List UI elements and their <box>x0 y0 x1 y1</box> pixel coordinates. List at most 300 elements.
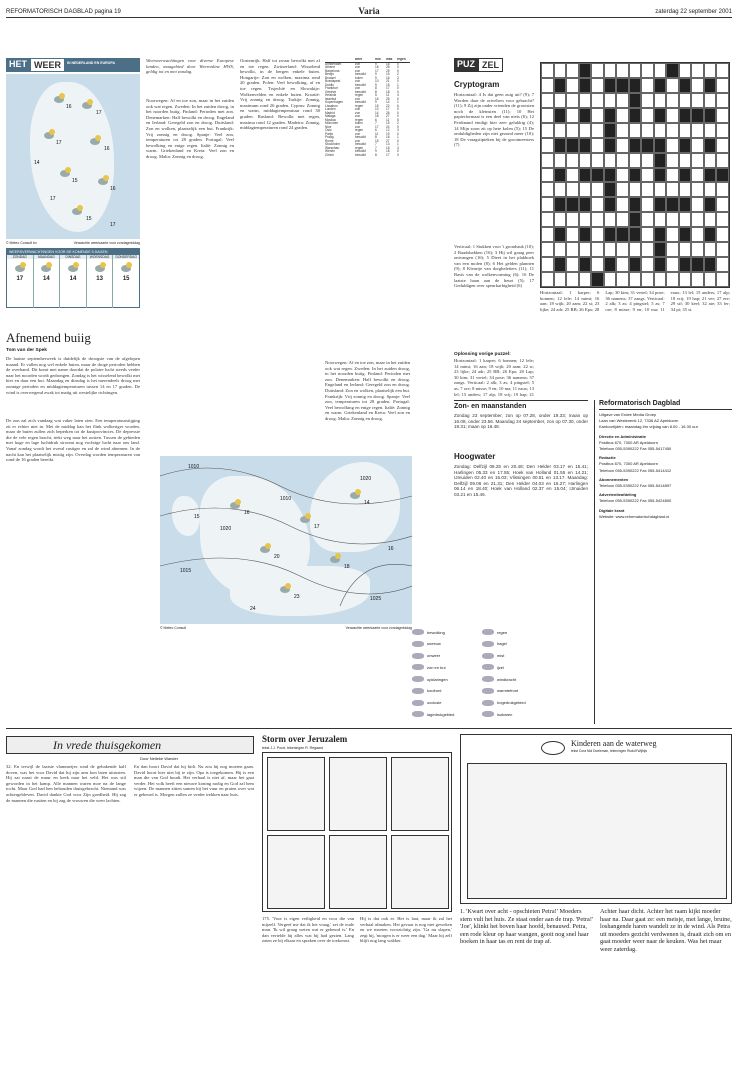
crossword-cell[interactable] <box>679 242 692 257</box>
crossword-cell[interactable] <box>654 123 667 138</box>
crossword-cell[interactable] <box>716 227 729 242</box>
crossword-cell[interactable] <box>541 168 554 183</box>
crossword-cell[interactable] <box>691 242 704 257</box>
legend-symbol-icon <box>482 711 494 717</box>
crossword-cell[interactable] <box>566 93 579 108</box>
crossword-cell[interactable] <box>629 272 642 287</box>
cloud-sun-icon <box>82 102 92 109</box>
crossword-cell[interactable] <box>616 63 629 78</box>
crossword-cell[interactable] <box>716 123 729 138</box>
crossword-cell[interactable] <box>679 182 692 197</box>
crossword-cell[interactable] <box>604 63 617 78</box>
crossword-cell[interactable] <box>566 138 579 153</box>
crossword-cell[interactable] <box>616 168 629 183</box>
crossword-cell[interactable] <box>616 138 629 153</box>
crossword-cell[interactable] <box>616 108 629 123</box>
crossword-cell[interactable] <box>591 123 604 138</box>
crossword-cell[interactable] <box>704 93 717 108</box>
crossword-cell[interactable] <box>541 108 554 123</box>
crossword-cell[interactable] <box>554 182 567 197</box>
colophon-line: Telefoon 055-5390222 Fax 055-5417450 <box>599 446 672 452</box>
crossword-cell[interactable] <box>716 63 729 78</box>
crossword-cell[interactable] <box>716 212 729 227</box>
crossword-cell[interactable] <box>616 93 629 108</box>
weather-body: De zon zal zich vandaag wat vaker laten zien. Een temperatuurstijging zit er echter niet in. Met de middag kan het flink wolkeriger worden, maar de buien zullen zich beperken tot de kustprovincies. De depressie die de vele regen bracht, trekt weg naar het oosten. Tussen de gebieden met hoge en lage luchtdruk stroomt nog vochtige lucht naar ons land. Vanaf zondag wordt het overal rustiger en zal de wind afnemen. In de nacht kan het plaatselijk mistig zijn. Overdag worden temperaturen van rond de 16 graden bereikt. <box>6 418 140 463</box>
legend-label: zon en bui <box>427 664 446 670</box>
table-cell: Zürich <box>325 152 334 157</box>
crossword-cell[interactable] <box>604 78 617 93</box>
crossword-cell[interactable] <box>554 78 567 93</box>
crossword-cell[interactable] <box>704 182 717 197</box>
table-cell: 17 <box>386 152 390 157</box>
crossword-cell[interactable] <box>554 197 567 212</box>
crossword-cell[interactable] <box>691 227 704 242</box>
crossword-cell[interactable] <box>691 153 704 168</box>
crossword-cell[interactable] <box>629 257 642 272</box>
crossword-cell[interactable] <box>616 227 629 242</box>
crossword-cell[interactable] <box>541 78 554 93</box>
crossword-grid <box>540 62 730 288</box>
crossword-cell[interactable] <box>679 168 692 183</box>
crossword-cell[interactable] <box>616 123 629 138</box>
crossword-cell[interactable] <box>641 138 654 153</box>
crossword-cell[interactable] <box>604 138 617 153</box>
crossword-cell[interactable] <box>566 78 579 93</box>
crossword-cell[interactable] <box>616 242 629 257</box>
crossword-cell[interactable] <box>679 257 692 272</box>
crossword-cell[interactable] <box>591 197 604 212</box>
outlook-day-temp: 14 <box>69 276 77 282</box>
europe-text-b: Oostenrijk: Half tot zwaar bewolkt met af en toe regen. Zwitserland: Wisselend bewolkt, in de bergen enkele buien. Hongarije: Zon en wolken, maxima rond 20 graden. Polen: Veel bewolking, af en toe regen. Trsjechië en Slowakije: Wolkenvelden en enkele buien. Kroatië: Vrij zonnig en droog. Turkije: Zonnig, maximum rond 26 graden. Cyprus: Zonnig en warm, middagtemperatuur rond 30 graden. Rusland: Bewolkt met regen, maxima rond 12 graden. Madeira: Zonnig, middagtemperaturen rond 24 graden. <box>240 58 320 131</box>
cloud-sun-icon <box>60 170 70 177</box>
crossword-cell[interactable] <box>654 182 667 197</box>
crossword-cell[interactable] <box>654 257 667 272</box>
crossword-cell[interactable] <box>679 272 692 287</box>
crossword-cell[interactable] <box>704 108 717 123</box>
crossword-cell[interactable] <box>691 63 704 78</box>
crossword-cell[interactable] <box>641 123 654 138</box>
crossword-cell[interactable] <box>666 78 679 93</box>
table-cell: zon <box>355 110 361 115</box>
crossword-cell[interactable] <box>629 242 642 257</box>
legend-label: onweer <box>427 653 441 658</box>
table-cell: 0 <box>397 79 399 83</box>
crossword-cell[interactable] <box>579 123 592 138</box>
crossword-cell[interactable] <box>641 272 654 287</box>
crossword-cell[interactable] <box>579 257 592 272</box>
colophon-line: Kantoortijden: maandag t/m vrijdag van 8.00 - 16.30 uur <box>599 424 698 430</box>
table-cell: 0 <box>397 96 399 101</box>
crossword-cell[interactable] <box>691 182 704 197</box>
comic-mid-caption-b: Hij is dat ook er. Het is laat, maar ik zal het verhaal afmaken. Het gevaar is nog niet geweken en we moeten voorzichtig zijn. 'Ga nu slapen,' zegt hij, 'morgen is er weer een dag.' Maar hij zelf blijft nog lang wakker. <box>360 916 452 944</box>
crossword-cell[interactable] <box>679 78 692 93</box>
crossword-cell[interactable] <box>554 227 567 242</box>
legend-item <box>412 663 482 671</box>
crossword-cell[interactable] <box>541 242 554 257</box>
crossword-cell[interactable] <box>591 63 604 78</box>
crossword-cell[interactable] <box>579 227 592 242</box>
pressure-label: 1010 <box>188 464 200 470</box>
table-cell: 8 <box>375 86 377 90</box>
crossword-cell[interactable] <box>704 197 717 212</box>
crossword-cell[interactable] <box>566 123 579 138</box>
crossword-cell[interactable] <box>554 168 567 183</box>
puzzle-vertical: Verticaal: 1 Stukken voor 't grondstuk (10); 2 Raadsbakken (16); 3 Hij wil graag peer ontvangen (16); 5 Dieet in het plakboek van een molen (8); 6 Het gelden plannen (9); 8 Kleurtje van dorgbeletters (11); 11 Basis van de wolkenvorming (6); 16 De laatste haan aan de beurt (5); 17 Geduldigen over speurkarbigheid (6) <box>454 244 534 289</box>
table-cell: bewolkt <box>355 89 366 94</box>
crossword-cell[interactable] <box>704 63 717 78</box>
crossword-cell[interactable] <box>679 123 692 138</box>
table-cell: 1 <box>397 142 399 146</box>
crossword-cell[interactable] <box>666 108 679 123</box>
crossword-cell[interactable] <box>716 153 729 168</box>
crossword-cell[interactable] <box>616 257 629 272</box>
crossword-cell[interactable] <box>629 108 642 123</box>
crossword-cell[interactable] <box>666 168 679 183</box>
crossword-cell[interactable] <box>604 257 617 272</box>
crossword-cell[interactable] <box>629 63 642 78</box>
comic-left-text-a: 32. En terwijl de laatste vlammetjes rond de gebakende kalf doven, was het voor David dat hij zijn arm kon laten uitrusten. Hij zat naast de muur en keek naar het veld. Het was stil geworden in het kamp. Alle mannen waren moe na de lange tocht. Maar God had hen behouden thuisgebracht. Niemand was achtergebleven. David dankte God voor Zijn goedheid. Hij zag de mannen die rustten en hij zag de vrouwen die weer lachten. <box>6 764 126 803</box>
table-cell: Madrid <box>325 110 335 115</box>
table-cell: bewolkt <box>355 72 366 76</box>
crossword-cell[interactable] <box>666 153 679 168</box>
crossword-cell[interactable] <box>704 272 717 287</box>
crossword-cell[interactable] <box>666 138 679 153</box>
crossword-cell[interactable] <box>716 197 729 212</box>
crossword-cell[interactable] <box>566 212 579 227</box>
crossword-cell[interactable] <box>629 78 642 93</box>
crossword-cell[interactable] <box>679 93 692 108</box>
crossword-cell[interactable] <box>716 242 729 257</box>
table-cell: zon <box>355 138 361 143</box>
crossword-cell[interactable] <box>641 168 654 183</box>
crossword-cell[interactable] <box>629 153 642 168</box>
cloud-sun-icon <box>330 556 340 563</box>
crossword-cell[interactable] <box>566 153 579 168</box>
table-cell: Istanbul <box>325 96 337 101</box>
map-temp: 17 <box>96 110 102 116</box>
crossword-cell[interactable] <box>666 272 679 287</box>
crossword-cell[interactable] <box>641 93 654 108</box>
crossword-cell[interactable] <box>579 168 592 183</box>
legend-symbol-icon <box>412 641 424 647</box>
crossword-cell[interactable] <box>654 242 667 257</box>
crossword-cell[interactable] <box>629 212 642 227</box>
crossword-cell[interactable] <box>591 242 604 257</box>
legend-symbol-icon <box>412 664 424 670</box>
crossword-cell[interactable] <box>554 93 567 108</box>
comic-left-text-b: En dan hoort David dat hij bidt. Nu zou hij nog moeten gaan. David hoort hier niet bij te zijn. Opa is toegekomen. Hij is een man die van God houdt. Het verhaal is niet af, maar het gaat verder. Het volk heeft een nieuwe koning nodig en God zal hem wijzen. De mannen zitten samen bij het vuur en praten over wat er gebeurd is. Morgen zullen ze verder trekken naar huis. <box>134 764 254 797</box>
crossword-cell[interactable] <box>691 78 704 93</box>
crossword-cell[interactable] <box>716 257 729 272</box>
crossword-cell[interactable] <box>604 93 617 108</box>
crossword-cell[interactable] <box>679 212 692 227</box>
crossword-cell[interactable] <box>666 242 679 257</box>
crossword-cell[interactable] <box>716 108 729 123</box>
cloud-sun-icon <box>54 96 64 103</box>
crossword-cell[interactable] <box>641 197 654 212</box>
crossword-cell[interactable] <box>541 153 554 168</box>
crossword-cell[interactable] <box>704 212 717 227</box>
col-header: min <box>375 58 381 61</box>
crossword-cell[interactable] <box>541 257 554 272</box>
crossword-cell[interactable] <box>604 182 617 197</box>
colophon-lines <box>599 412 732 520</box>
crossword-cell[interactable] <box>654 272 667 287</box>
crossword-cell[interactable] <box>716 78 729 93</box>
crossword-cell[interactable] <box>691 272 704 287</box>
crossword-cell[interactable] <box>541 182 554 197</box>
table-cell: Amsterdam <box>325 61 342 66</box>
crossword-cell[interactable] <box>616 153 629 168</box>
table-cell: bewolkt <box>355 82 366 87</box>
table-cell: 28 <box>386 65 390 69</box>
crossword-cell[interactable] <box>666 227 679 242</box>
crossword-cell[interactable] <box>629 123 642 138</box>
crossword-cell[interactable] <box>629 168 642 183</box>
crossword-cell[interactable] <box>691 168 704 183</box>
crossword-cell[interactable] <box>691 212 704 227</box>
crossword-cell[interactable] <box>654 93 667 108</box>
crossword-cell[interactable] <box>716 168 729 183</box>
table-cell: bewolkt <box>355 142 366 146</box>
crossword-cell[interactable] <box>554 108 567 123</box>
crossword-cell[interactable] <box>691 138 704 153</box>
crossword-cell[interactable] <box>704 153 717 168</box>
colophon-line: Postbus 670, 7300 AR Apeldoorn <box>599 461 658 467</box>
table-cell: 0 <box>397 61 399 66</box>
europe-temp: 23 <box>294 594 300 600</box>
crossword-cell[interactable] <box>554 153 567 168</box>
crossword-cell[interactable] <box>591 93 604 108</box>
crossword-cell[interactable] <box>591 227 604 242</box>
crossword-cell[interactable] <box>704 227 717 242</box>
table-cell: 14 <box>375 110 379 115</box>
pressure-label: 1020 <box>220 526 232 532</box>
crossword-cell[interactable] <box>604 242 617 257</box>
outlook-day-name: DONDERDAG <box>113 255 139 259</box>
crossword-cell[interactable] <box>616 182 629 197</box>
crossword-cell[interactable] <box>666 197 679 212</box>
comic-right-title: Kinderen aan de waterweg <box>571 739 657 748</box>
crossword-cell[interactable] <box>566 63 579 78</box>
crossword-cell[interactable] <box>554 242 567 257</box>
table-cell: Boedapest <box>325 79 341 83</box>
map-credit: © Meteo Consult bv <box>6 241 37 245</box>
crossword-cell[interactable] <box>566 272 579 287</box>
crossword-cell[interactable] <box>654 212 667 227</box>
crossword-cell[interactable] <box>591 272 604 287</box>
crossword-cell[interactable] <box>591 153 604 168</box>
crossword-cell[interactable] <box>554 257 567 272</box>
crossword-cell[interactable] <box>566 242 579 257</box>
outlook-day <box>113 255 139 308</box>
crossword-cell[interactable] <box>579 63 592 78</box>
comic-mid-caption: 175. 'Voor is eigen veiligheid en voor die van mijzelf. Vergeef me dat ik het vraag,' zei de oude man. 'Ik wil graag weten wat er gebeurd is.' En dan vertelde hij alles wat hij had gezien. Lang zaten ze bij elkaar en spraken over de toekomst. <box>262 916 354 944</box>
crossword-cell[interactable] <box>691 108 704 123</box>
crossword-cell[interactable] <box>704 257 717 272</box>
crossword-cell[interactable] <box>579 153 592 168</box>
crossword-cell[interactable] <box>579 108 592 123</box>
crossword-cell[interactable] <box>704 123 717 138</box>
crossword-cell[interactable] <box>716 138 729 153</box>
crossword-cell[interactable] <box>591 212 604 227</box>
crossword-cell[interactable] <box>616 212 629 227</box>
crossword-cell[interactable] <box>604 108 617 123</box>
crossword-cell[interactable] <box>541 138 554 153</box>
crossword-cell[interactable] <box>629 182 642 197</box>
crossword-cell[interactable] <box>666 63 679 78</box>
crossword-cell[interactable] <box>679 138 692 153</box>
crossword-cell[interactable] <box>641 212 654 227</box>
crossword-cell[interactable] <box>591 78 604 93</box>
crossword-cell[interactable] <box>691 197 704 212</box>
table-cell: Malaga <box>325 114 336 118</box>
crossword-cell[interactable] <box>704 168 717 183</box>
crossword-cell[interactable] <box>654 78 667 93</box>
table-cell: Nice <box>325 124 332 129</box>
crossword-cell[interactable] <box>679 227 692 242</box>
page-header <box>6 6 732 18</box>
crossword-cell[interactable] <box>654 138 667 153</box>
crossword-cell[interactable] <box>541 63 554 78</box>
europe-text-c: Noorwegen: Af en toe zon, maar in het zuiden ook wat regen. Zweden: In het zuiden droog, in het noorden buiig. Finland: Perioden met zon. Denemarken: Half bewolkt en droog. Engeland en Ierland: Geregeld zon en droog. Duitsland: Zon en wolken, plaatselijk een bui. Frankrijk: Vrij zonnig en droog. Spanje: Veel zon, temperaturen tot 28 graden. Portugal: Veel bewolking en enige regen. Italië: Zonnig en warm. Griekenland en Kreta: Veel zon en droog. Malta: Zonnig en droog. <box>325 360 410 421</box>
table-cell: Lissabon <box>325 103 338 108</box>
crossword-cell[interactable] <box>616 197 629 212</box>
crossword-cell[interactable] <box>554 212 567 227</box>
crossword-cell[interactable] <box>666 257 679 272</box>
legend-label: koufront <box>427 688 442 694</box>
crossword-cell[interactable] <box>641 242 654 257</box>
weather-headline: Afnemend buiig <box>6 330 91 345</box>
crossword-cell[interactable] <box>641 227 654 242</box>
crossword-cell[interactable] <box>579 272 592 287</box>
crossword-cell[interactable] <box>579 78 592 93</box>
crossword-cell[interactable] <box>641 63 654 78</box>
crossword-cell[interactable] <box>654 168 667 183</box>
crossword-cell[interactable] <box>604 197 617 212</box>
crossword-cell[interactable] <box>616 78 629 93</box>
crossword-cell[interactable] <box>566 168 579 183</box>
crossword-cell[interactable] <box>691 93 704 108</box>
legend-item <box>482 640 552 648</box>
crossword-cell[interactable] <box>579 242 592 257</box>
crossword-cell[interactable] <box>691 123 704 138</box>
crossword-cell[interactable] <box>541 93 554 108</box>
crossword-cell[interactable] <box>654 227 667 242</box>
crossword-cell[interactable] <box>666 182 679 197</box>
crossword-cell[interactable] <box>629 227 642 242</box>
table-cell: 24 <box>386 124 390 129</box>
crossword-cell[interactable] <box>566 182 579 197</box>
crossword-cell[interactable] <box>566 257 579 272</box>
crossword-cell[interactable] <box>579 182 592 197</box>
crossword-cell[interactable] <box>654 108 667 123</box>
table-cell: 7 <box>375 145 377 150</box>
crossword-cell[interactable] <box>591 108 604 123</box>
crossword-cell[interactable] <box>554 63 567 78</box>
crossword-cell[interactable] <box>641 153 654 168</box>
crossword-cell[interactable] <box>604 168 617 183</box>
crossword-cell[interactable] <box>579 93 592 108</box>
crossword-cell[interactable] <box>554 123 567 138</box>
colophon-line: Telefoon 055-5390222 Fax 055-5414897 <box>599 483 672 489</box>
crossword-cell[interactable] <box>591 138 604 153</box>
crossword-cell[interactable] <box>591 168 604 183</box>
table-cell: Wenen <box>325 149 336 153</box>
crossword-cell[interactable] <box>604 212 617 227</box>
crossword-cell[interactable] <box>566 197 579 212</box>
crossword-cell[interactable] <box>679 197 692 212</box>
crossword-cell[interactable] <box>541 227 554 242</box>
crossword-cell[interactable] <box>641 182 654 197</box>
crossword-cell[interactable] <box>604 272 617 287</box>
crossword-cell[interactable] <box>716 272 729 287</box>
comic-panel <box>267 757 325 831</box>
table-cell: buien <box>355 121 363 125</box>
table-cell: 15 <box>386 72 390 76</box>
crossword-cell[interactable] <box>541 212 554 227</box>
crossword-cell[interactable] <box>579 138 592 153</box>
crossword-cell[interactable] <box>604 227 617 242</box>
crossword-cell[interactable] <box>641 78 654 93</box>
table-cell: 0 <box>397 89 399 94</box>
crossword-cell[interactable] <box>666 123 679 138</box>
crossword-cell[interactable] <box>554 138 567 153</box>
cloud-sun-icon <box>41 265 51 272</box>
crossword-cell[interactable] <box>579 197 592 212</box>
table-cell: 13 <box>386 142 390 146</box>
crossword-cell[interactable] <box>704 242 717 257</box>
crossword-cell[interactable] <box>604 153 617 168</box>
crossword-cell[interactable] <box>666 212 679 227</box>
crossword-cell[interactable] <box>716 93 729 108</box>
crossword-cell[interactable] <box>629 138 642 153</box>
crossword-cell[interactable] <box>541 197 554 212</box>
crossword-cell[interactable] <box>704 78 717 93</box>
crossword-cell[interactable] <box>679 108 692 123</box>
crossword-cell[interactable] <box>629 93 642 108</box>
crossword-cell[interactable] <box>641 108 654 123</box>
colophon-line: Postbus 670, 7300 AR Apeldoorn <box>599 439 658 445</box>
crossword-cell[interactable] <box>641 257 654 272</box>
crossword-cell[interactable] <box>654 197 667 212</box>
crossword-cell[interactable] <box>704 138 717 153</box>
crossword-cell[interactable] <box>579 212 592 227</box>
crossword-cell[interactable] <box>616 272 629 287</box>
table-cell: 0 <box>397 107 399 111</box>
crossword-cell[interactable] <box>716 182 729 197</box>
crossword-cell[interactable] <box>629 197 642 212</box>
crossword-cell[interactable] <box>604 123 617 138</box>
legend-label: sneeuw <box>427 641 441 647</box>
crossword-cell[interactable] <box>591 182 604 197</box>
weather-title-c: IN NEDERLAND EN EUROPA <box>65 58 140 72</box>
crossword-cell[interactable] <box>654 153 667 168</box>
crossword-cell[interactable] <box>679 153 692 168</box>
crossword-cell[interactable] <box>554 272 567 287</box>
crossword-cell[interactable] <box>566 108 579 123</box>
crossword-cell[interactable] <box>541 123 554 138</box>
crossword-cell[interactable] <box>566 227 579 242</box>
crossword-cell[interactable] <box>654 63 667 78</box>
crossword-cell[interactable] <box>541 272 554 287</box>
outlook-day-name: DINSDAG <box>60 255 86 259</box>
crossword-cell[interactable] <box>679 63 692 78</box>
table-cell: 21 <box>386 79 390 83</box>
crossword-cell[interactable] <box>666 93 679 108</box>
crossword-cell[interactable] <box>591 257 604 272</box>
crossword-cell[interactable] <box>691 257 704 272</box>
